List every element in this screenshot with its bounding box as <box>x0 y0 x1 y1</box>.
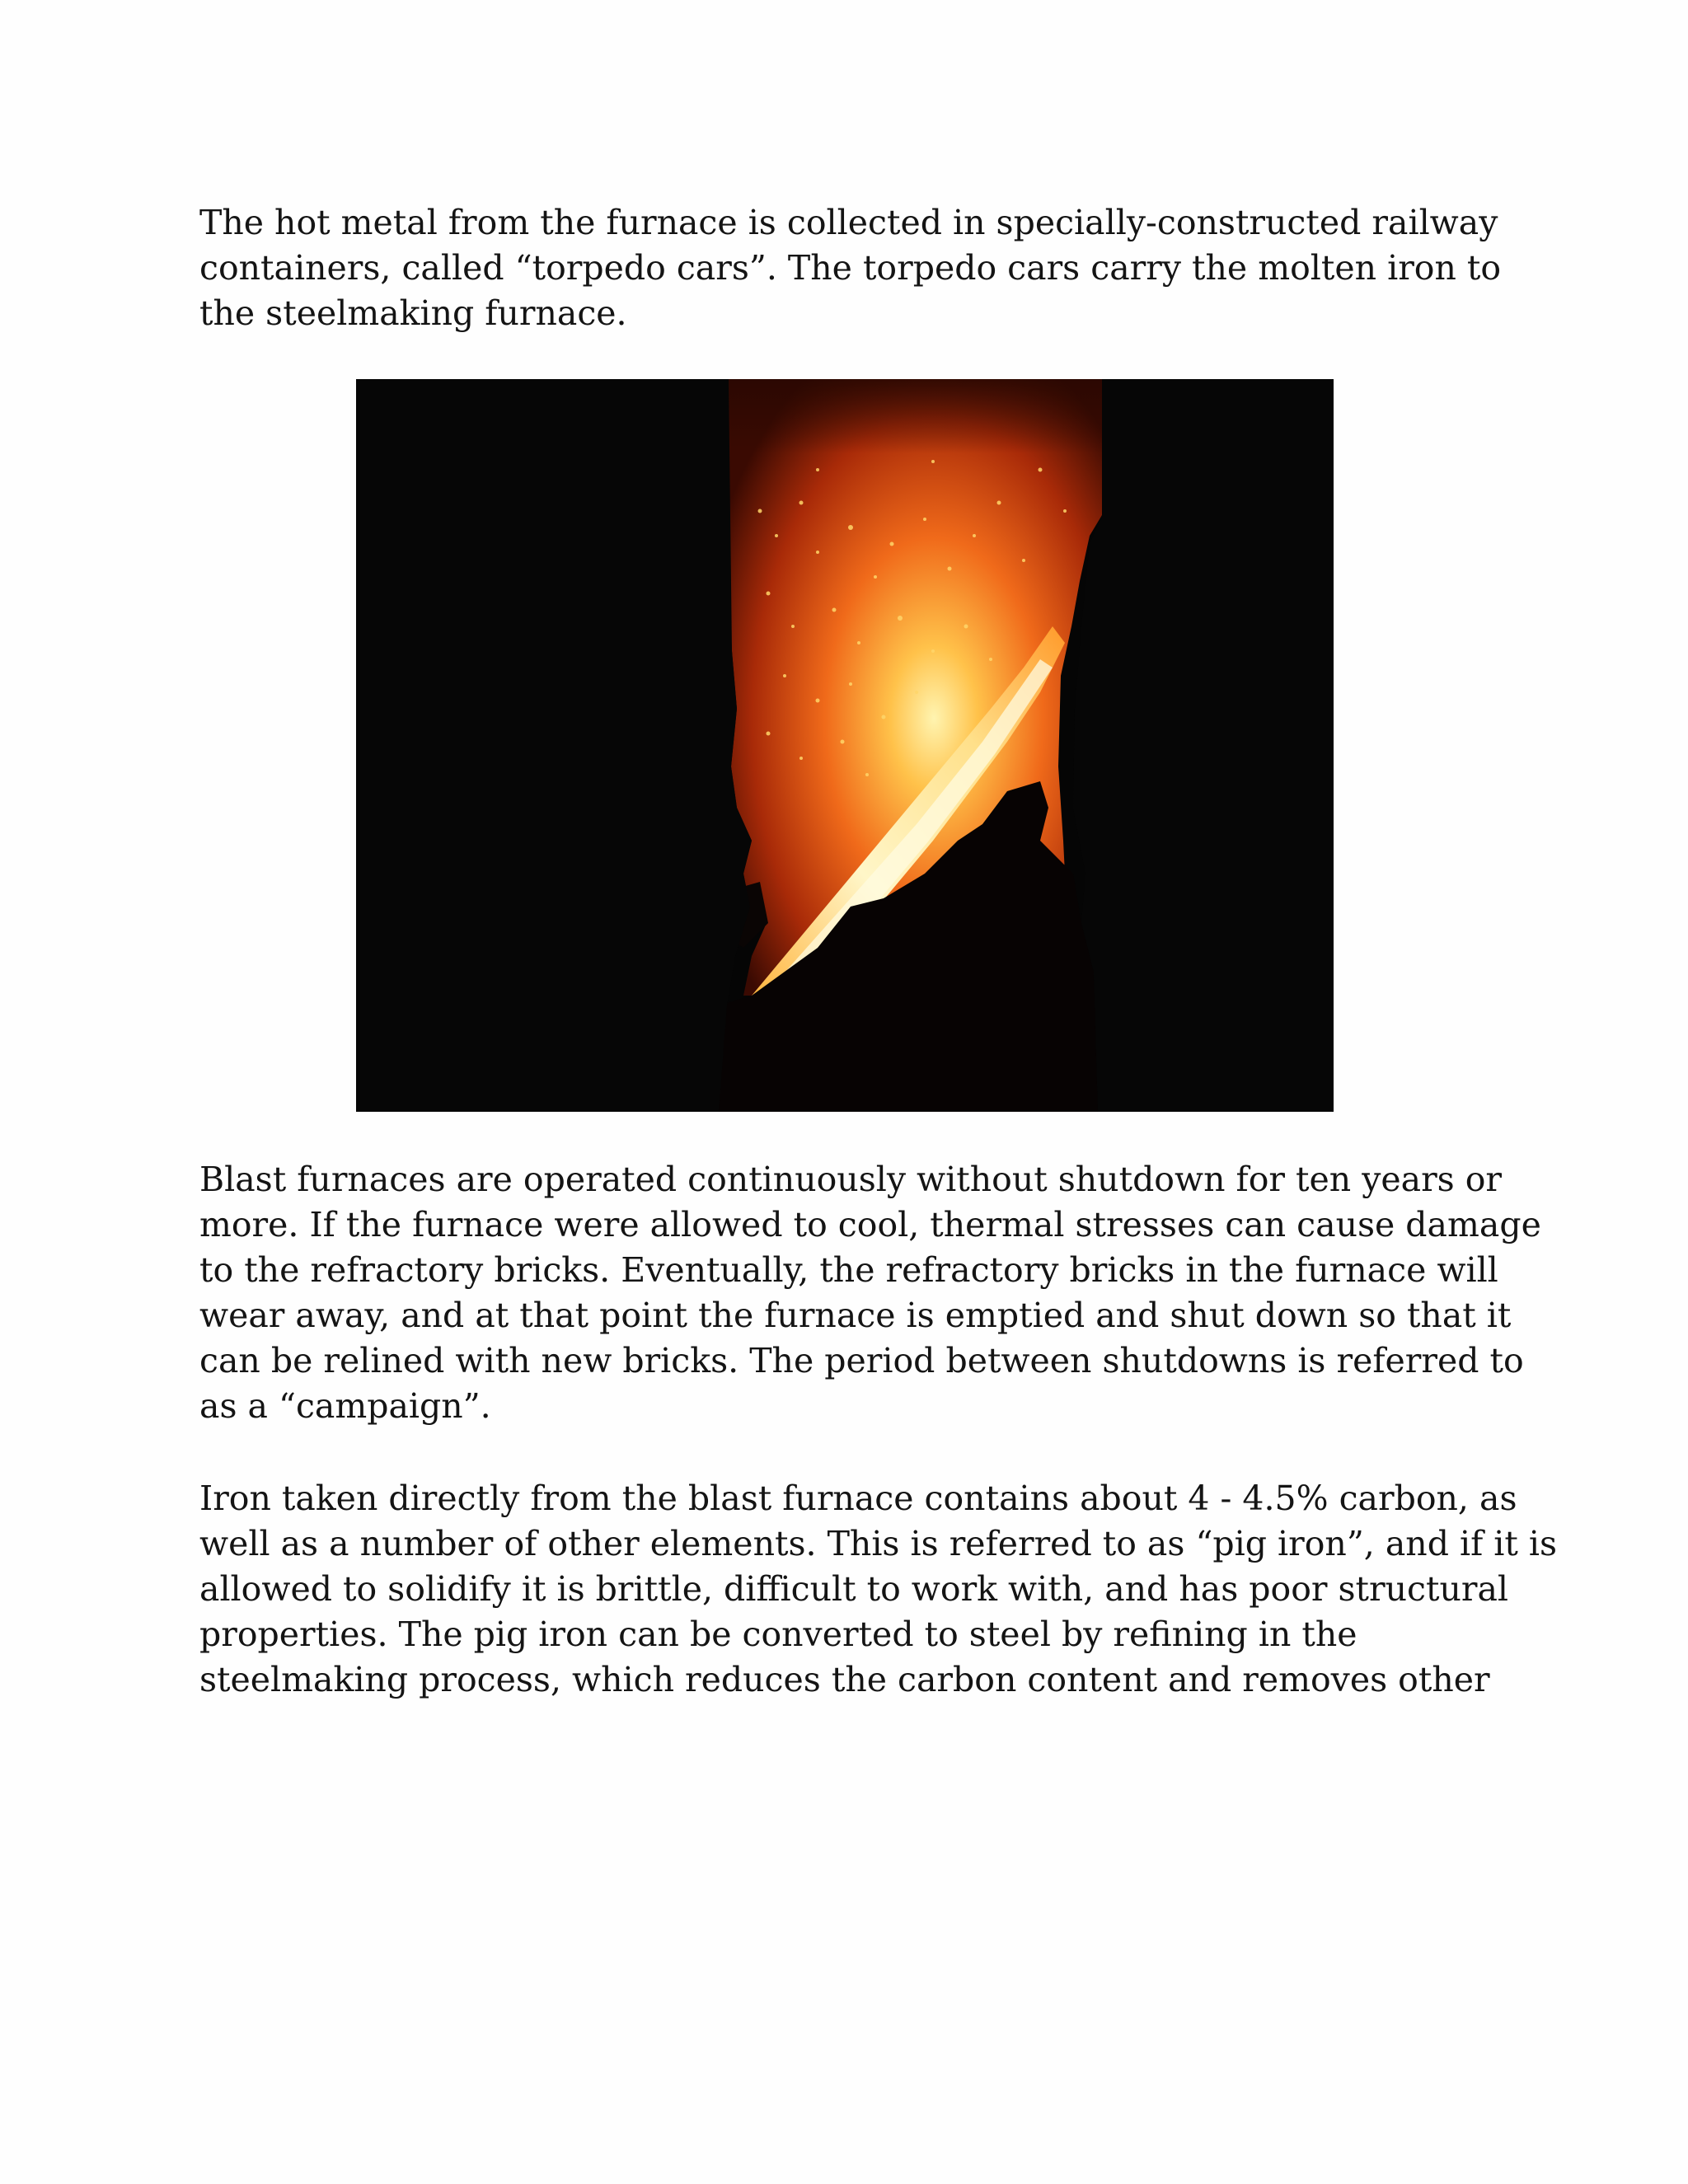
text-line: to the refractory bricks. Eventually, the refractory bricks in the furnace will <box>199 1250 1498 1290</box>
text-line: containers, called “torpedo cars”. The torpedo cars carry the molten iron to <box>199 248 1502 288</box>
text-line: can be relined with new bricks. The period between shutdowns is referred to <box>199 1341 1524 1380</box>
paragraph-pig-iron <box>199 1476 1558 1703</box>
text-line: properties. The pig iron can be converted to steel by refining in the <box>199 1615 1357 1654</box>
text-line: wear away, and at that point the furnace is emptied and shut down so that it <box>199 1296 1512 1335</box>
molten-iron-pour-photo <box>356 379 1334 1112</box>
molten-iron-image <box>356 379 1334 1112</box>
text-line: well as a number of other elements. This is referred to as “pig iron”, and if it is <box>199 1524 1558 1563</box>
text-line: the steelmaking furnace. <box>199 293 627 333</box>
text-line: Iron taken directly from the blast furnace contains about 4 - 4.5% carbon, as <box>199 1479 1517 1518</box>
paragraph-campaign <box>199 1157 1541 1429</box>
paragraph-torpedo-cars <box>199 200 1502 336</box>
text-line: as a “campaign”. <box>199 1386 491 1426</box>
text-line: The hot metal from the furnace is collected in specially-constructed railway <box>199 203 1498 242</box>
text-line: steelmaking process, which reduces the carbon content and removes other <box>199 1660 1490 1699</box>
text-line: more. If the furnace were allowed to cool, thermal stresses can cause damage <box>199 1205 1541 1244</box>
text-line: allowed to solidify it is brittle, difficult to work with, and has poor structural <box>199 1569 1509 1609</box>
text-line: Blast furnaces are operated continuously without shutdown for ten years or <box>199 1160 1503 1199</box>
